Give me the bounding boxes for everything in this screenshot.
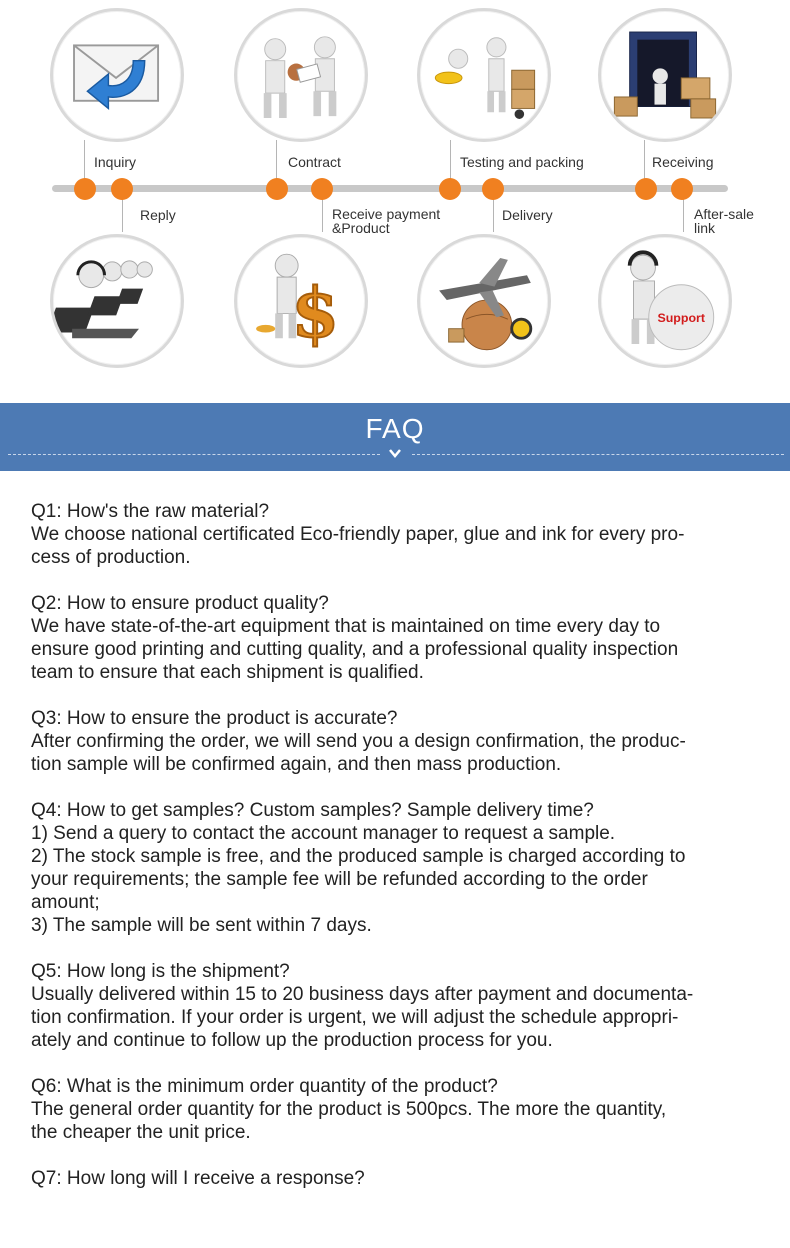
faq-answer-line: the cheaper the unit price. (31, 1122, 251, 1143)
step-label-reply: Reply (140, 207, 176, 223)
svg-text:$: $ (291, 272, 340, 354)
timeline-dot (439, 178, 461, 200)
faq-answer-line: The general order quantity for the product is 500pcs. The more the quantity, (31, 1099, 667, 1120)
timeline-dot (311, 178, 333, 200)
faq-question: Q6: What is the minimum order quantity of the product? (31, 1076, 498, 1097)
faq-question: Q7: How long will I receive a response? (31, 1168, 365, 1189)
testing-packing-icon (417, 8, 551, 142)
timeline-dot (74, 178, 96, 200)
process-timeline (52, 185, 728, 192)
step-label-receiving: Receiving (652, 154, 714, 170)
faq-question: Q1: How's the raw material? (31, 501, 270, 522)
faq-item (31, 960, 766, 1052)
timeline-dot (671, 178, 693, 200)
step-label-inquiry: Inquiry (94, 154, 137, 170)
chevron-down-icon (388, 446, 402, 462)
faq-answer-line: We have state-of-the-art equipment that is maintained on time every day to (31, 616, 661, 637)
airplane-globe-icon (417, 234, 551, 368)
faq-item (31, 707, 766, 776)
step-label-link: link (694, 220, 716, 236)
faq-answer-line: ately and continue to follow up the production process for you. (31, 1030, 553, 1051)
faq-item (31, 500, 766, 569)
timeline-dot (635, 178, 657, 200)
customer-service-icon (50, 234, 184, 368)
step-label-after-sale: After-sale (694, 206, 754, 222)
faq-answer-line: Usually delivered within 15 to 20 business days after payment and documenta- (31, 984, 694, 1005)
faq-answer-line: tion confirmation. If your order is urgent, we will adjust the schedule appropri- (31, 1007, 679, 1028)
faq-answer-line: tion sample will be confirmed again, and then mass production. (31, 754, 562, 775)
container-receiving-icon (598, 8, 732, 142)
faq-question: Q3: How to ensure the product is accurate? (31, 708, 398, 729)
faq-answer-line: 3) The sample will be sent within 7 days. (31, 915, 372, 936)
faq-question: Q4: How to get samples? Custom samples? Sample delivery time? (31, 800, 594, 821)
timeline-dot (111, 178, 133, 200)
faq-item (31, 592, 766, 684)
faq-answer-line: your requirements; the sample fee will be refunded according to the order (31, 869, 648, 890)
dollar-sign-icon (234, 234, 368, 368)
contract-handover-icon (234, 8, 368, 142)
faq-answer-line: We choose national certificated Eco-friendly paper, glue and ink for every pro- (31, 524, 685, 545)
faq-item (31, 1167, 766, 1190)
step-label-product: &Product (332, 220, 390, 236)
faq-answer-line: 2) The stock sample is free, and the produced sample is charged according to (31, 846, 686, 867)
timeline-dot (266, 178, 288, 200)
banner-divider-left (8, 454, 380, 455)
faq-answer-line: amount; (31, 892, 100, 913)
faq-answer-line: 1) Send a query to contact the account manager to request a sample. (31, 823, 616, 844)
faq-answer-line: ensure good printing and cutting quality, and a professional quality inspection (31, 639, 679, 660)
faq-question: Q2: How to ensure product quality? (31, 593, 329, 614)
faq-list (31, 500, 766, 1213)
step-label-testing-packing: Testing and packing (460, 154, 584, 170)
support-ball-icon (598, 234, 732, 368)
step-label-receive-payment: Receive payment (332, 206, 441, 222)
faq-item (31, 1075, 766, 1144)
timeline-dot (482, 178, 504, 200)
faq-answer-line: team to ensure that each shipment is qualified. (31, 662, 424, 683)
faq-title: FAQ (365, 413, 425, 444)
faq-answer-line: After confirming the order, we will send you a design confirmation, the produc- (31, 731, 686, 752)
step-label-contract: Contract (288, 154, 341, 170)
order-process-flow (0, 0, 790, 400)
faq-item (31, 799, 766, 937)
faq-question: Q5: How long is the shipment? (31, 961, 290, 982)
step-label-delivery: Delivery (502, 207, 553, 223)
support-badge-text: Support (657, 311, 706, 326)
faq-answer-line: cess of production. (31, 547, 191, 568)
banner-divider-right (412, 454, 784, 455)
envelope-reply-icon (50, 8, 184, 142)
